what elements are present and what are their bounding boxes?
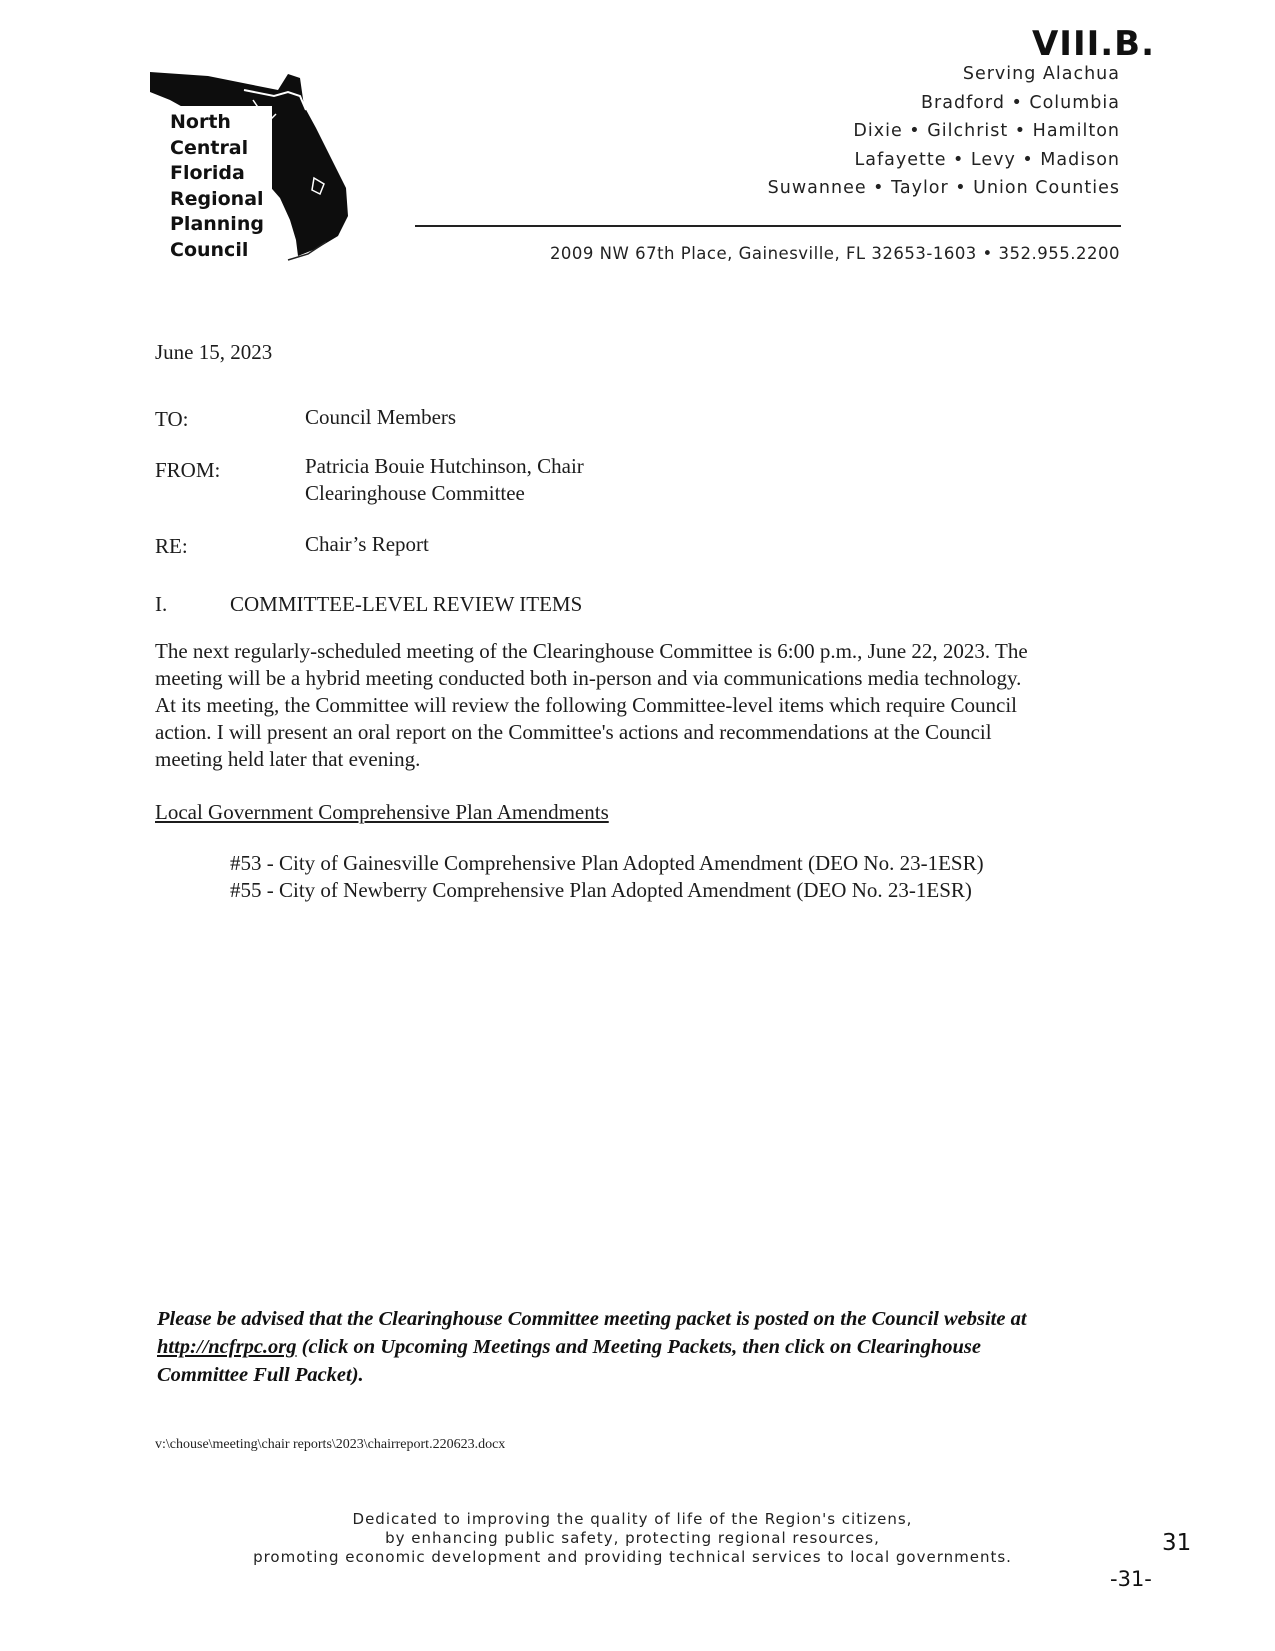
section-title: COMMITTEE-LEVEL REVIEW ITEMS [230,592,583,616]
footer-mission [150,1510,1115,1567]
from-committee: Clearinghouse Committee [305,481,525,505]
org-line: Council [170,238,249,261]
from-name: Patricia Bouie Hutchinson, Chair [305,454,584,478]
paragraph-line: At its meeting, the Committee will review the following Committee-level items which require Council [155,693,1017,717]
header-divider [415,225,1121,227]
organization-name [170,110,264,263]
footer-line: by enhancing public safety, protecting regional resources, [385,1529,880,1547]
org-line: Central [170,136,249,159]
memo-date: June 15, 2023 [155,340,273,364]
notice-line: Please be advised that the Clearinghouse Committee meeting packet is posted on the Council website at [157,1308,1027,1330]
council-address: 2009 NW 67th Place, Gainesville, FL 32653-1603 • 352.955.2200 [549,244,1120,263]
page-number: 31 [1162,1530,1192,1556]
website-link[interactable]: http://ncfrpc.org [157,1336,297,1358]
to-value: Council Members [305,405,457,429]
amendment-item: #55 - City of Newberry Comprehensive Plan Adopted Amendment (DEO No. 23-1ESR) [230,878,972,902]
notice-text: (click on Upcoming Meetings and Meeting Packets, then click on Clearinghouse [296,1336,982,1358]
serving-line: Serving Alachua [962,64,1120,84]
org-line: North [170,111,231,133]
meeting-paragraph [155,638,1115,773]
paragraph-line: meeting held later that evening. [155,747,421,771]
footer-line: Dedicated to improving the quality of life of the Region's citizens, [352,1510,913,1528]
amendment-item: #53 - City of Gainesville Comprehensive Plan Adopted Amendment (DEO No. 23-1ESR) [230,851,984,875]
paragraph-line: The next regularly-scheduled meeting of the Clearinghouse Committee is 6:00 p.m., June 22, 2023. The [155,639,1028,663]
serving-counties [768,60,1120,203]
packet-notice [157,1305,1132,1389]
from-value [305,453,584,507]
org-line: Regional [170,187,264,210]
notice-line-2 [157,1333,1132,1361]
council-logo [148,70,360,270]
file-path: v:\chouse\meeting\chair reports\2023\chairreport.220623.docx [155,1437,506,1452]
re-label: RE: [155,534,188,558]
page-number-dashed: -31- [1110,1567,1152,1591]
re-value: Chair’s Report [305,532,429,556]
org-line: Planning [170,213,264,235]
serving-line: Suwannee • Taylor • Union Counties [767,178,1120,198]
amendments-subheading: Local Government Comprehensive Plan Amendments [155,800,609,824]
notice-line: Committee Full Packet). [157,1364,364,1386]
agenda-item-number: VIII.B. [1031,24,1155,64]
org-line: Florida [170,162,245,184]
section-number: I. [155,592,168,616]
footer-line: promoting economic development and providing technical services to local governments. [253,1548,1012,1566]
serving-line: Dixie • Gilchrist • Hamilton [853,121,1120,141]
to-label: TO: [155,407,189,431]
paragraph-line: meeting will be a hybrid meeting conducted both in-person and via communications media technology. [155,666,1022,690]
paragraph-line: action. I will present an oral report on the Committee's actions and recommendations at the Council [155,720,992,744]
from-label: FROM: [155,458,221,482]
serving-line: Bradford • Columbia [921,92,1120,113]
serving-line: Lafayette • Levy • Madison [854,149,1120,170]
